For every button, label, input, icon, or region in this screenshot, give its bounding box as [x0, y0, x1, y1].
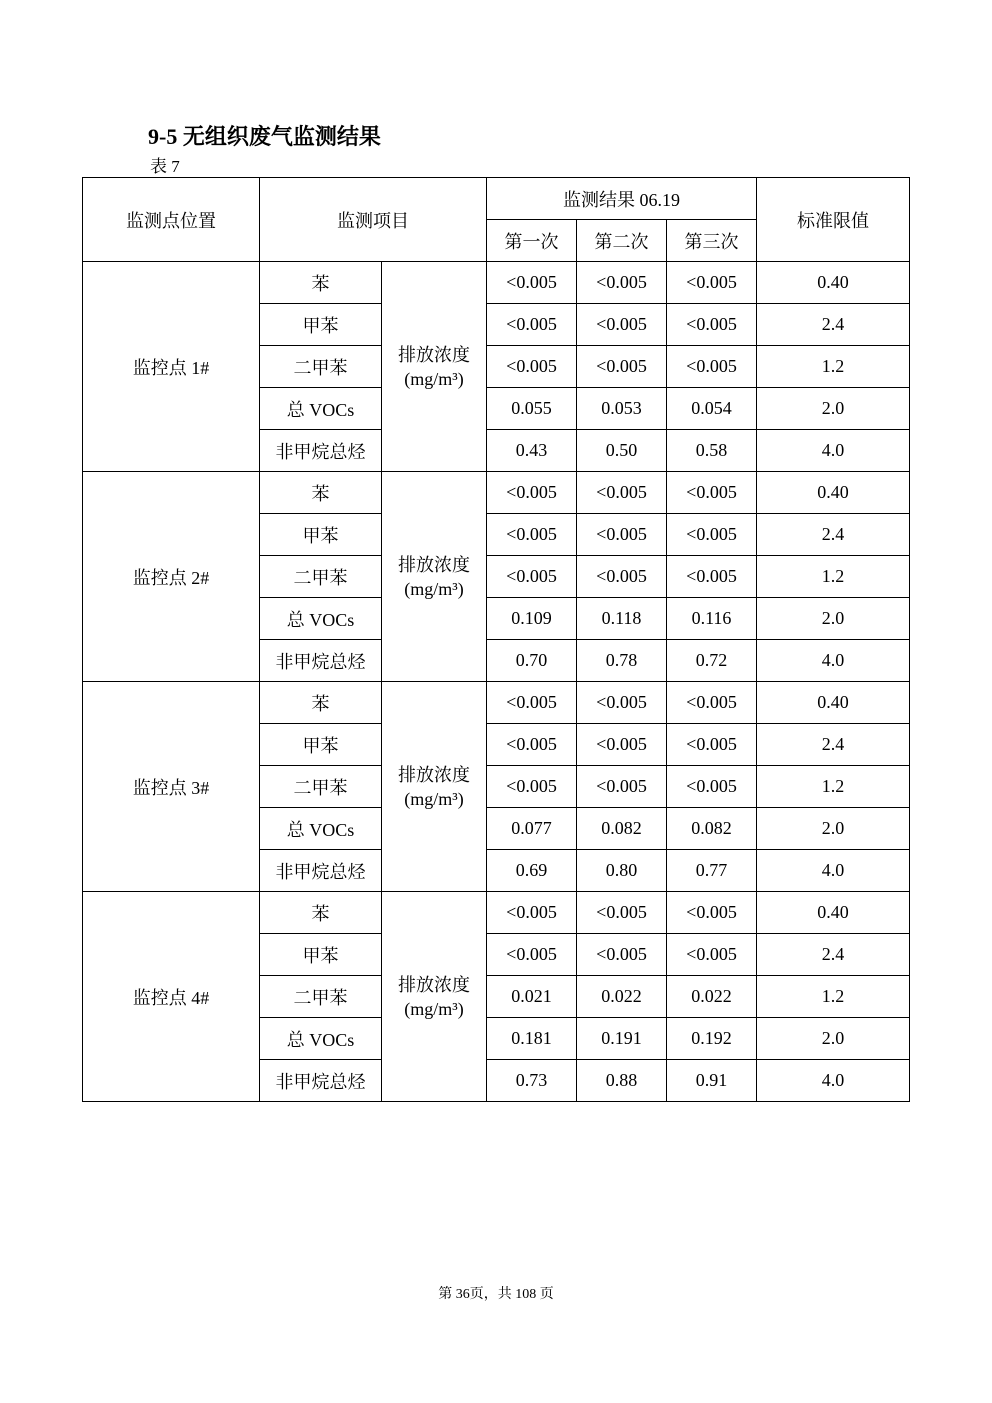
header-location: 监测点位置: [83, 178, 260, 262]
value-second: 0.191: [577, 1018, 667, 1060]
unit-value: (mg/m³): [404, 368, 464, 389]
value-second: <0.005: [577, 556, 667, 598]
pollutant-cell: 苯: [260, 262, 382, 304]
value-first: 0.181: [487, 1018, 577, 1060]
value-second: <0.005: [577, 262, 667, 304]
pollutant-cell: 非甲烷总烃: [260, 430, 382, 472]
value-first: <0.005: [487, 514, 577, 556]
limit-cell: 1.2: [757, 766, 910, 808]
value-second: <0.005: [577, 766, 667, 808]
pollutant-cell: 二甲苯: [260, 556, 382, 598]
limit-cell: 2.0: [757, 598, 910, 640]
pollutant-cell: 甲苯: [260, 304, 382, 346]
limit-cell: 2.4: [757, 934, 910, 976]
pollutant-cell: 苯: [260, 892, 382, 934]
limit-cell: 1.2: [757, 976, 910, 1018]
value-second: 0.053: [577, 388, 667, 430]
value-first: <0.005: [487, 472, 577, 514]
value-first: 0.73: [487, 1060, 577, 1102]
value-third: 0.022: [667, 976, 757, 1018]
location-cell: 监控点 1#: [83, 262, 260, 472]
limit-cell: 4.0: [757, 1060, 910, 1102]
header-first: 第一次: [487, 220, 577, 262]
value-second: 0.082: [577, 808, 667, 850]
value-second: 0.022: [577, 976, 667, 1018]
pollutant-cell: 非甲烷总烃: [260, 850, 382, 892]
limit-cell: 2.0: [757, 388, 910, 430]
value-second: 0.118: [577, 598, 667, 640]
limit-cell: 0.40: [757, 262, 910, 304]
unit-cell: [382, 262, 487, 472]
value-second: 0.80: [577, 850, 667, 892]
unit-cell: [382, 472, 487, 682]
value-first: <0.005: [487, 892, 577, 934]
value-third: <0.005: [667, 556, 757, 598]
value-third: 0.116: [667, 598, 757, 640]
value-third: <0.005: [667, 514, 757, 556]
value-third: 0.082: [667, 808, 757, 850]
value-second: 0.50: [577, 430, 667, 472]
value-first: 0.70: [487, 640, 577, 682]
page-footer: 第 36页，共 108 页: [438, 1287, 554, 1302]
table-row: [83, 472, 910, 514]
limit-cell: 2.0: [757, 808, 910, 850]
value-second: <0.005: [577, 682, 667, 724]
value-first: <0.005: [487, 934, 577, 976]
pollutant-cell: 二甲苯: [260, 976, 382, 1018]
limit-cell: 1.2: [757, 556, 910, 598]
limit-cell: 0.40: [757, 682, 910, 724]
header-second: 第二次: [577, 220, 667, 262]
value-second: <0.005: [577, 934, 667, 976]
value-third: <0.005: [667, 766, 757, 808]
value-third: 0.91: [667, 1060, 757, 1102]
value-third: <0.005: [667, 472, 757, 514]
limit-cell: 2.4: [757, 724, 910, 766]
pollutant-cell: 二甲苯: [260, 766, 382, 808]
header-item: 监测项目: [260, 178, 487, 262]
value-first: <0.005: [487, 304, 577, 346]
limit-cell: 4.0: [757, 640, 910, 682]
pollutant-cell: 非甲烷总烃: [260, 1060, 382, 1102]
unit-label: 排放浓度: [398, 974, 470, 995]
value-third: 0.58: [667, 430, 757, 472]
limit-cell: 0.40: [757, 892, 910, 934]
unit-cell: [382, 892, 487, 1102]
table-row: [83, 892, 910, 934]
table-body: [83, 262, 910, 1102]
header-third: 第三次: [667, 220, 757, 262]
pollutant-cell: 总 VOCs: [260, 598, 382, 640]
value-second: <0.005: [577, 472, 667, 514]
pollutant-cell: 二甲苯: [260, 346, 382, 388]
unit-cell: [382, 682, 487, 892]
value-second: 0.88: [577, 1060, 667, 1102]
pollutant-cell: 总 VOCs: [260, 808, 382, 850]
value-third: 0.72: [667, 640, 757, 682]
value-second: 0.78: [577, 640, 667, 682]
monitoring-results-table: [82, 177, 910, 1102]
pollutant-cell: 甲苯: [260, 934, 382, 976]
value-second: <0.005: [577, 304, 667, 346]
value-first: <0.005: [487, 682, 577, 724]
header-results: 监测结果 06.19: [487, 178, 757, 220]
value-second: <0.005: [577, 346, 667, 388]
value-third: <0.005: [667, 304, 757, 346]
value-third: 0.77: [667, 850, 757, 892]
limit-cell: 1.2: [757, 346, 910, 388]
value-first: <0.005: [487, 766, 577, 808]
value-third: <0.005: [667, 892, 757, 934]
pollutant-cell: 甲苯: [260, 514, 382, 556]
value-first: 0.69: [487, 850, 577, 892]
value-first: <0.005: [487, 724, 577, 766]
header-limit: 标准限值: [757, 178, 910, 262]
pollutant-cell: 总 VOCs: [260, 1018, 382, 1060]
pollutant-cell: 非甲烷总烃: [260, 640, 382, 682]
limit-cell: 2.4: [757, 304, 910, 346]
location-cell: 监控点 3#: [83, 682, 260, 892]
value-first: 0.43: [487, 430, 577, 472]
value-first: <0.005: [487, 346, 577, 388]
unit-value: (mg/m³): [404, 998, 464, 1019]
limit-cell: 4.0: [757, 850, 910, 892]
value-second: <0.005: [577, 514, 667, 556]
table-row: [83, 262, 910, 304]
location-cell: 监控点 2#: [83, 472, 260, 682]
unit-label: 排放浓度: [398, 764, 470, 785]
value-second: <0.005: [577, 892, 667, 934]
limit-cell: 4.0: [757, 430, 910, 472]
table-caption: 表 7: [150, 157, 180, 176]
section-heading: 9-5 无组织废气监测结果: [148, 124, 381, 149]
value-third: <0.005: [667, 724, 757, 766]
pollutant-cell: 甲苯: [260, 724, 382, 766]
value-first: 0.109: [487, 598, 577, 640]
table-row: [83, 682, 910, 724]
limit-cell: 0.40: [757, 472, 910, 514]
value-second: <0.005: [577, 724, 667, 766]
limit-cell: 2.0: [757, 1018, 910, 1060]
pollutant-cell: 总 VOCs: [260, 388, 382, 430]
value-third: 0.054: [667, 388, 757, 430]
value-third: <0.005: [667, 262, 757, 304]
value-first: 0.077: [487, 808, 577, 850]
value-first: <0.005: [487, 262, 577, 304]
pollutant-cell: 苯: [260, 682, 382, 724]
value-first: 0.055: [487, 388, 577, 430]
unit-value: (mg/m³): [404, 578, 464, 599]
value-third: <0.005: [667, 934, 757, 976]
location-cell: 监控点 4#: [83, 892, 260, 1102]
unit-label: 排放浓度: [398, 344, 470, 365]
value-third: <0.005: [667, 346, 757, 388]
pollutant-cell: 苯: [260, 472, 382, 514]
unit-value: (mg/m³): [404, 788, 464, 809]
limit-cell: 2.4: [757, 514, 910, 556]
value-first: 0.021: [487, 976, 577, 1018]
value-first: <0.005: [487, 556, 577, 598]
value-third: 0.192: [667, 1018, 757, 1060]
unit-label: 排放浓度: [398, 554, 470, 575]
value-third: <0.005: [667, 682, 757, 724]
